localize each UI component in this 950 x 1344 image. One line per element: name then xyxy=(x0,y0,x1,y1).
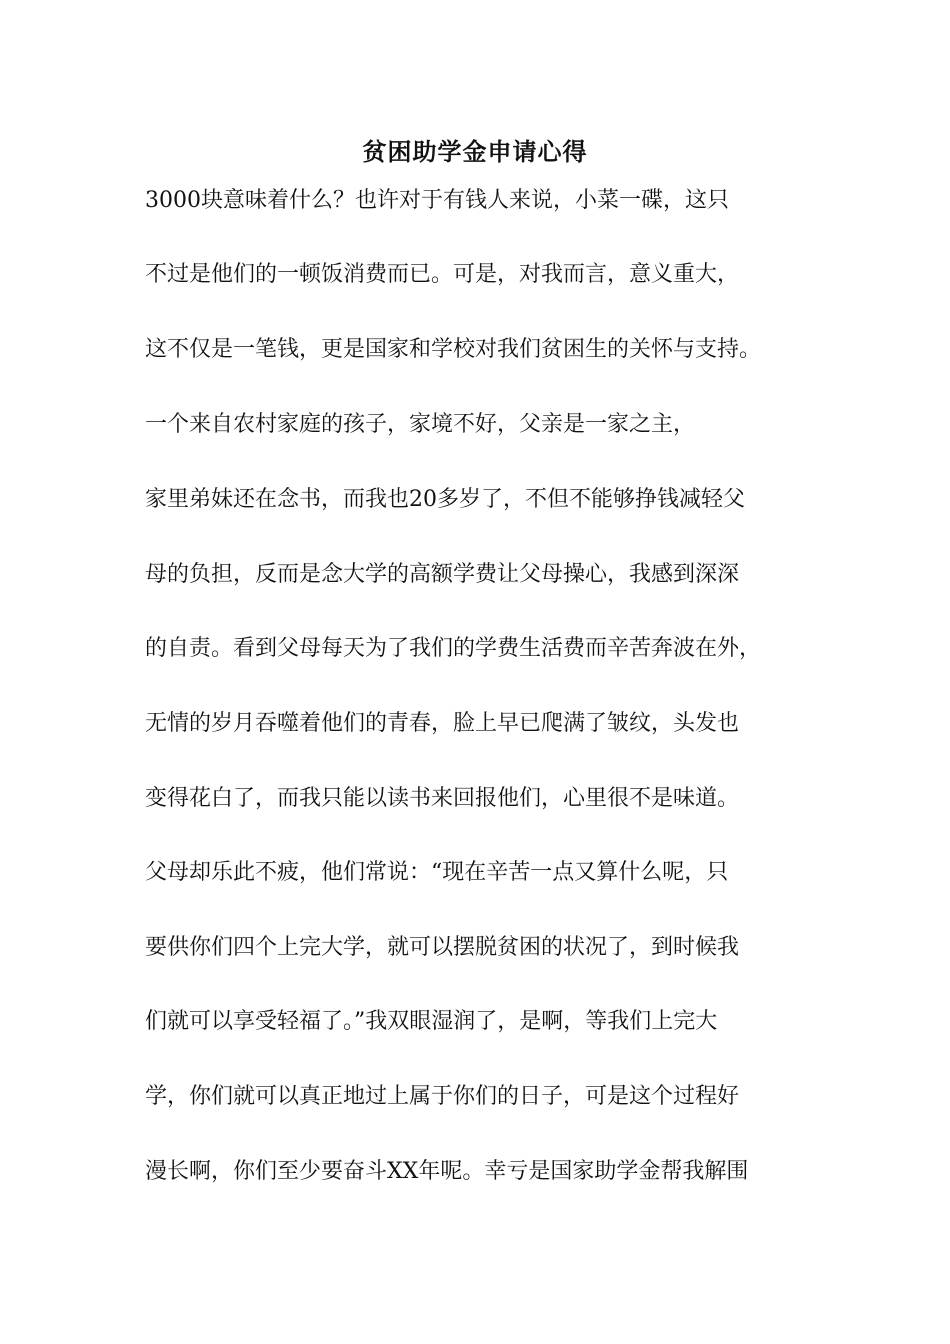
text-line-7: 的自责。看到父母每天为了我们的学费生活费而辛苦奔波在外， xyxy=(145,636,762,661)
text-line-6: 母的负担，反而是念大学的高额学费让父母操心，我感到深深 xyxy=(145,562,740,587)
text-line-1: 3000块意味着什么？也许对于有钱人来说，小菜一碟，这只 xyxy=(145,188,729,213)
text-line-11: 要供你们四个上完大学，就可以摆脱贫困的状况了，到时候我 xyxy=(145,935,740,960)
text-line-10: 父母却乐此不疲，他们常说：“现在辛苦一点又算什么呢，只 xyxy=(145,860,729,885)
text-line-2: 不过是他们的一顿饭消费而已。可是，对我而言，意义重大， xyxy=(145,262,740,287)
text-line-4: 一个来自农村家庭的孩子，家境不好，父亲是一家之主， xyxy=(145,412,696,437)
text-line-5: 家里弟妹还在念书，而我也20多岁了，不但不能够挣钱减轻父 xyxy=(145,487,745,512)
document-title: 贫困助学金申请心得 xyxy=(362,137,588,166)
text-line-8: 无情的岁月吞噬着他们的青春，脸上早已爬满了皱纹，头发也 xyxy=(145,711,740,736)
text-line-3: 这不仅是一笔钱，更是国家和学校对我们贫困生的关怀与支持。 xyxy=(145,337,762,362)
text-line-9: 变得花白了，而我只能以读书来回报他们，心里很不是味道。 xyxy=(145,786,740,811)
text-line-14: 漫长啊，你们至少要奋斗XX年呢。幸亏是国家助学金帮我解围 xyxy=(145,1159,749,1184)
text-line-12: 们就可以享受轻福了。”我双眼湿润了，是啊，等我们上完大 xyxy=(145,1009,718,1034)
text-line-13: 学，你们就可以真正地过上属于你们的日子，可是这个过程好 xyxy=(145,1084,740,1109)
